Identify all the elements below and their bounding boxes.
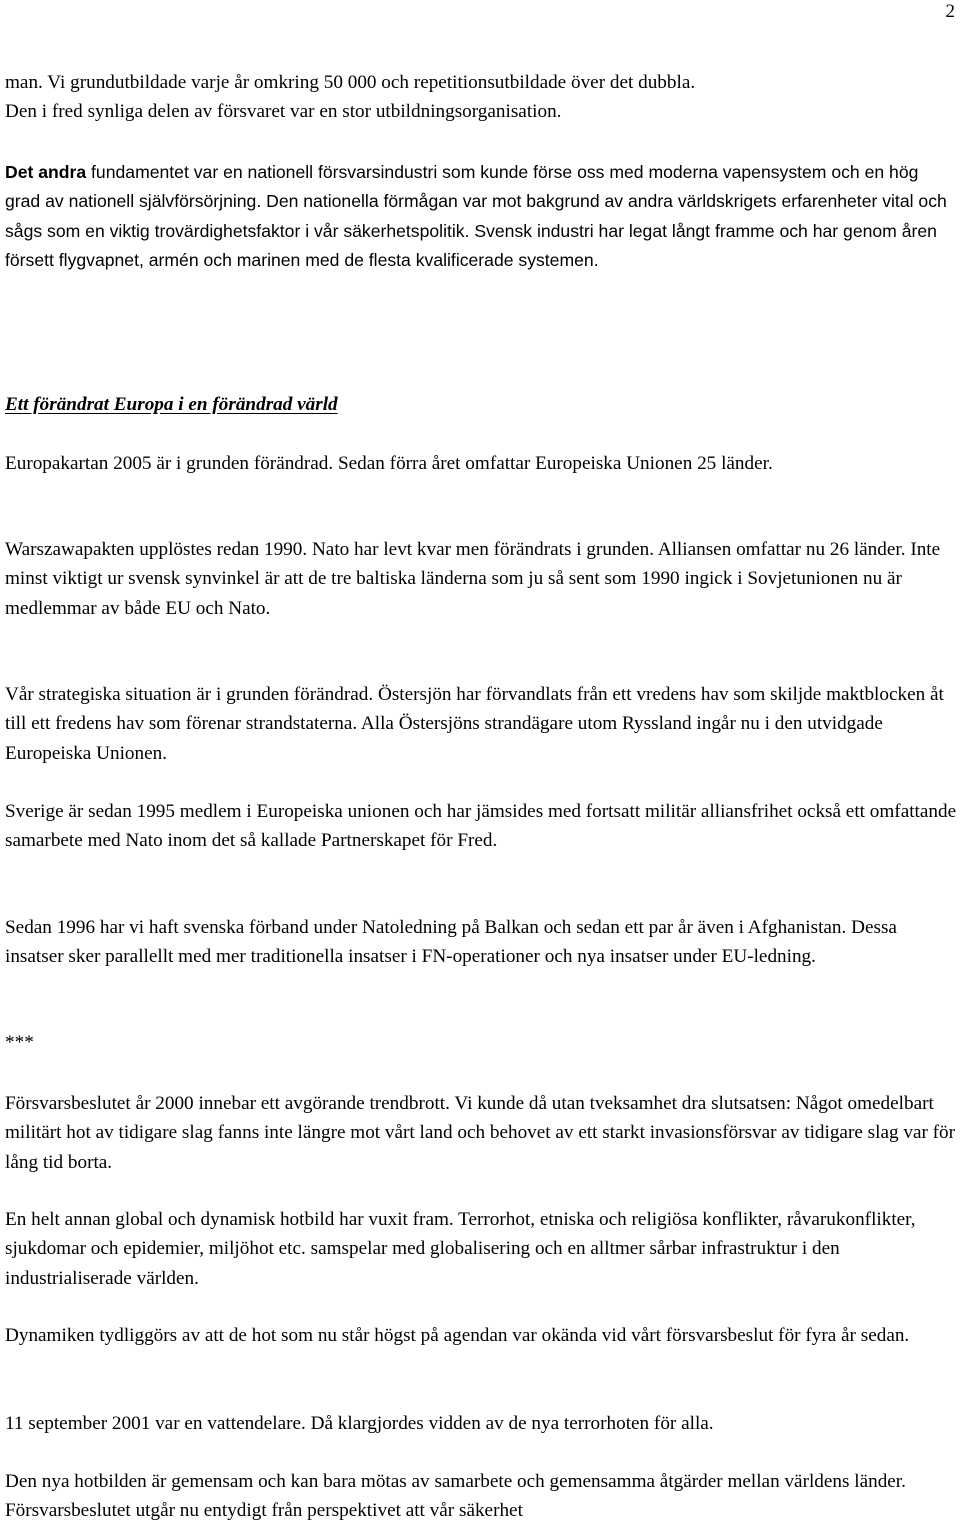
paragraph-threat-picture: En helt annan global och dynamisk hotbild har vuxit fram. Terrorhot, etniska och religiösa konflikter, råvarukonflikter, sjukdomar och epidemier, miljöhot etc. samspelar med globalisering och en alltmer sårbar infrastruktur i den industrialiserade världen.	[5, 1209, 916, 1289]
paragraph-training-line-2: Den i fred synliga delen av försvaret var en stor utbildningsorganisation.	[5, 101, 562, 123]
paragraph-defense-industry-text: fundamentet var en nationell försvarsindustri som kunde förse oss med moderna vapensystem och en hög grad av nationell självförsörjning. Den nationella förmågan var mot bakgrund av andra världskrigets erfarenheter vital och sågs som en viktig trovärdighetsfaktor i vår säkerhetspolitik. Svensk industri har legat långt framme och har genom åren försett flygvapnet, armén och marinen med de flesta kvalificerade systemen.	[5, 162, 947, 270]
paragraph-europe-map: Europakartan 2005 är i grunden förändrad. Sedan förra året omfattar Europeiska Unionen 25 länder.	[5, 453, 773, 474]
paragraph-defense-decision-2000: Försvarsbeslutet år 2000 innebar ett avgörande trendbrott. Vi kunde då utan tveksamhet dra slutsatsen: Något omedelbart militärt hot av tidigare slag fanns inte längre mot vårt land och behovet av ett starkt invasionsförsvar av tidigare slag var för lång tid borta.	[5, 1093, 956, 1173]
paragraph-defense-industry-lead: Det andra	[5, 162, 87, 182]
section-separator: ***	[5, 1032, 34, 1053]
paragraph-eu-membership: Sverige är sedan 1995 medlem i Europeiska unionen och har jämsides med fortsatt militär alliansfrihet också ett omfattande samarbete med Nato inom det så kallade Partnerskapet för Fred.	[5, 801, 957, 852]
paragraph-training-line-1: man. Vi grundutbildade varje år omkring 50 000 och repetitionsutbildade över det dubbla.	[5, 72, 696, 93]
paragraph-strategic-situation: Vår strategiska situation är i grunden förändrad. Östersjön har förvandlats från ett vredens hav som skiljde maktblocken åt till ett fredens hav som förenar strandstaterna. Alla Östersjöns strandägare utom Ryssland ingår nu i den utvidgade Europeiska Unionen.	[5, 684, 944, 764]
paragraph-dynamics: Dynamiken tydliggörs av att de hot som nu står högst på agendan var okända vid vårt försvarsbeslut för fyra år sedan.	[5, 1325, 910, 1346]
paragraph-balkan-afghanistan: Sedan 1996 har vi haft svenska förband under Natoledning på Balkan och sedan ett par år även i Afghanistan. Dessa insatser sker parallellt med mer traditionella insatser i FN-operationer och nya insatser under EU-ledning.	[5, 917, 897, 968]
paragraph-warsaw-pact: Warszawapakten upplöstes redan 1990. Nato har levt kvar men förändrats i grunden. Alliansen omfattar nu 26 länder. Inte minst viktigt ur svensk synvinkel är att de tre baltiska länderna som ju så sent som 1990 ingick i Sovjetunionen nu är medlemmar av både EU och Nato.	[5, 539, 941, 619]
paragraph-common-threats: Den nya hotbilden är gemensam och kan bara mötas av samarbete och gemensamma åtgärder mellan världens länder. Försvarsbeslutet utgår nu entydigt från perspektivet att vår säkerhet	[5, 1471, 906, 1522]
paragraph-training	[5, 68, 957, 127]
document-page	[5, 0, 957, 1527]
section-heading: Ett förändrat Europa i en förändrad värld	[5, 394, 338, 415]
paragraph-defense-industry	[5, 158, 957, 275]
paragraph-september-11: 11 september 2001 var en vattendelare. Då klargjordes vidden av de nya terrorhoten för alla.	[5, 1413, 714, 1434]
page-number: 2	[945, 1, 955, 22]
